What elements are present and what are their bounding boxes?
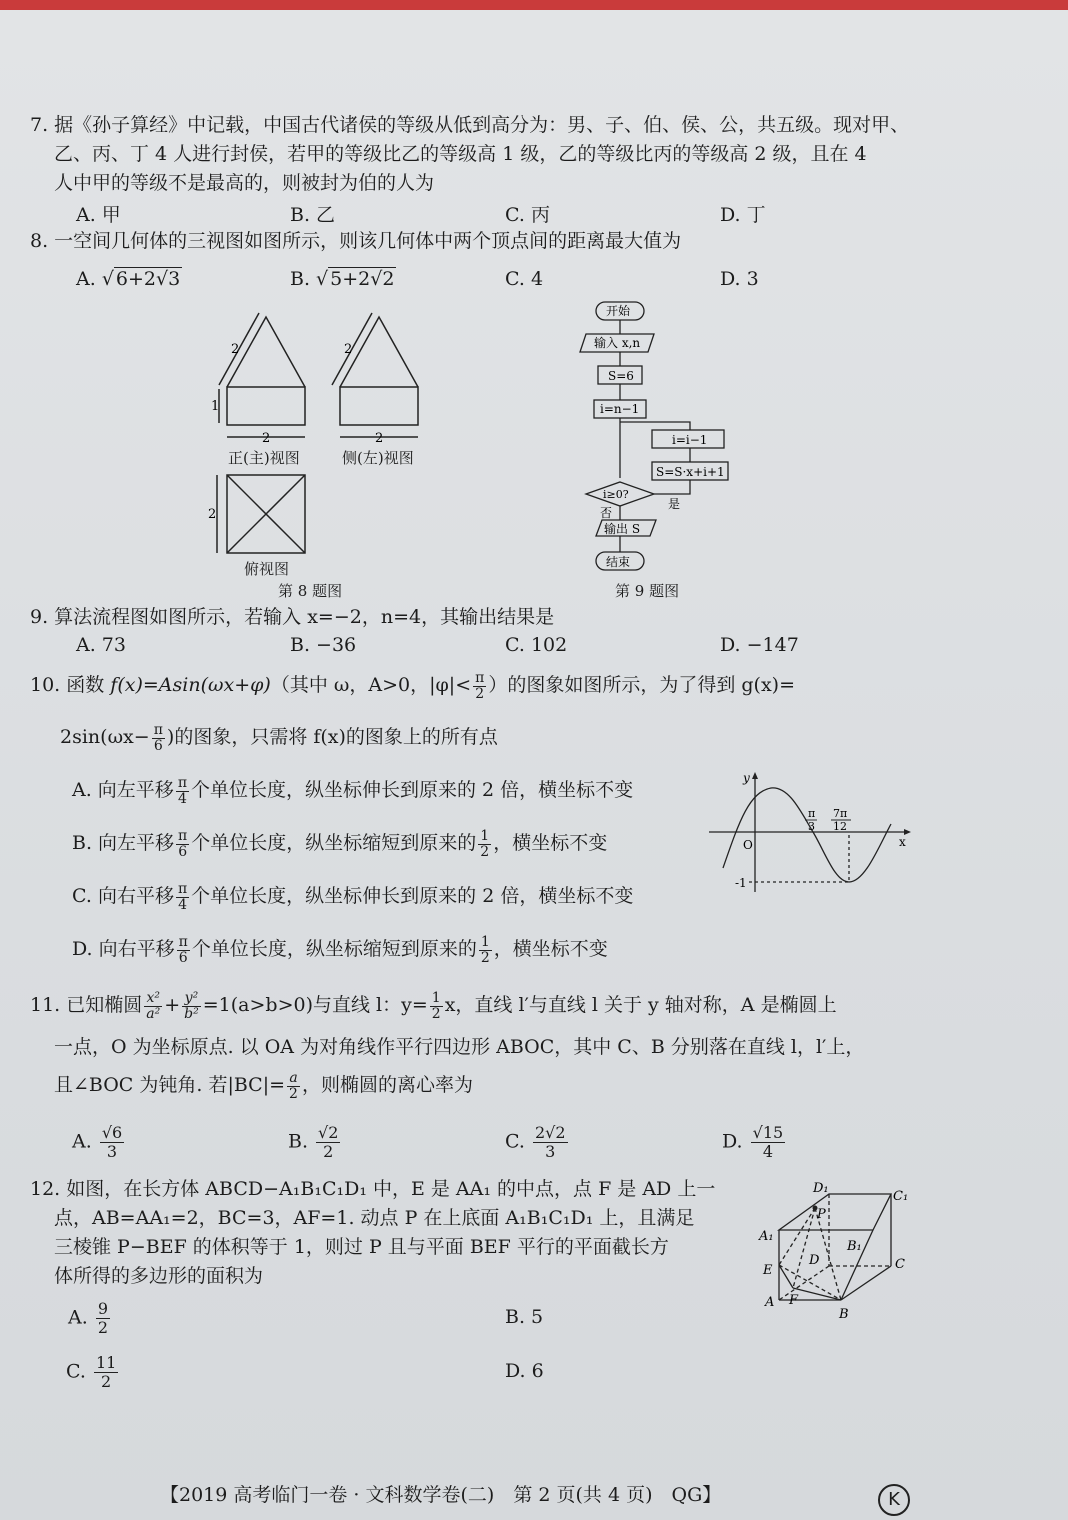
flow-yes-label: 是 [668,497,681,511]
q9-option-b: B. −36 [290,634,357,656]
q8-three-views [205,305,445,555]
q11-option-a: A. $\frac{√6}{3}$ [72,1123,123,1161]
graph-y-label: y [743,771,750,785]
label-b1: B₁ [847,1239,862,1254]
q12-option-d: D. 6 [505,1360,544,1382]
q7-option-a: A. 甲 [76,204,121,226]
label-d1: D₁ [813,1181,829,1196]
k-circle-mark: K [878,1484,910,1516]
page-footer: 【2019 高考临门一卷 · 文科数学卷(二) 第 2 页(共 4 页) QG】 [160,1484,722,1506]
q8-figure-caption: 第 8 题图 [278,582,343,600]
q10-line1: 10. 函数 f(x)=Asin(ωx+φ)（其中 ω，A>0，|φ|< $\frac{\pi}{2}$ ）的图象如图所示，为了得到 g(x)= [30,669,796,702]
flow-input-label: 输入 x,n [594,336,641,350]
flow-output-label: 输出 S [604,522,641,536]
q7-line2: 乙、丙、丁 4 人进行封侯，若甲的等级比乙的等级高 1 级，乙的等级比丙的等级高 2 级，且在 4 [54,143,867,165]
q8-top-caption: 俯视图 [244,560,290,578]
side-width-2: 2 [375,431,384,446]
front-dim-1: 1 [211,399,220,414]
q11-line1: 11. 已知椭圆 $\frac{\text{x²}}{\text{a²}}$ + $\frac{\text{y²}}{\text{b²}}$ =1(a>b>0)与直线 l：y= $\frac{1}{2}$ x，直线 l′与直线 l 关于 y 轴对称，A 是椭圆上 [30,989,837,1022]
q9-option-c: C. 102 [505,634,568,656]
graph-neg1-label: -1 [735,876,747,890]
label-e: E [763,1263,773,1278]
q10-option-a: A. 向左平移 $\frac{\pi}{4}$ 个单位长度，纵坐标伸长到原来的 2 倍，横坐标不变 [72,774,634,807]
q8-option-d: D. 3 [720,268,759,290]
side-dim-2: 2 [344,342,353,357]
q12-line1: 12. 如图，在长方体 ABCD−A₁B₁C₁D₁ 中，E 是 AA₁ 的中点，点 F 是 AD 上一 [30,1178,716,1200]
label-p: P [817,1207,826,1222]
flow-no-label: 否 [600,506,613,520]
q11-option-d: D. $\frac{√15}{4}$ [722,1123,784,1161]
q10-line2: 2sin(ωx− $\frac{\pi}{6}$ )的图象，只需将 f(x)的图象上的所有点 [60,721,498,754]
q11-option-c: C. $\frac{2√2}{3}$ [505,1123,566,1161]
flow-s-init-label: S=6 [608,369,634,383]
q9-text: 9. 算法流程图如图所示，若输入 x=−2，n=4，其输出结果是 [30,606,555,628]
q9-option-a: A. 73 [76,634,126,656]
front-view-rect [227,387,305,425]
q8-option-b: B. √ 5+2√2 [290,268,395,290]
label-a1: A₁ [759,1229,774,1244]
label-c: C [895,1257,905,1272]
front-dim-2: 2 [231,342,240,357]
q10-option-c: C. 向右平移 $\frac{\pi}{4}$ 个单位长度，纵坐标伸长到原来的 2 倍，横坐标不变 [72,880,634,913]
q8-text: 8. 一空间几何体的三视图如图所示，则该几何体中两个顶点间的距离最大值为 [30,230,682,252]
label-d: D [809,1253,820,1268]
side-view-rect [340,387,418,425]
flow-s-update-label: S=S·x+i+1 [656,465,725,479]
q12-line2: 点，AB=AA₁=2，BC=3，AF=1. 动点 P 在上底面 A₁B₁C₁D₁ 上，且满足 [54,1207,695,1229]
front-width-2: 2 [262,431,271,446]
flow-cond-label: i≥0? [603,488,629,501]
flow-i-dec-label: i=i−1 [672,433,708,447]
q11-line2: 一点，O 为坐标原点. 以 OA 为对角线作平行四边形 ABOC，其中 C、B 分别落在直线 l，l′上， [54,1036,865,1058]
q11-line3: 且∠BOC 为钝角. 若|BC|= $\frac{a}{2}$ ，则椭圆的离心率为 [54,1069,473,1102]
q7-option-c: C. 丙 [505,204,550,226]
flow-end-label: 结束 [606,555,631,569]
label-f: F [789,1293,799,1308]
q8-option-c: C. 4 [505,268,544,290]
q7-option-d: D. 丁 [720,204,766,226]
graph-pi3-den: 3 [808,820,815,833]
q12-line4: 体所得的多边形的面积为 [54,1265,264,1287]
red-top-edge [0,0,1068,10]
graph-7pi12-num: 7π [833,807,848,820]
label-c1: C₁ [893,1189,909,1204]
cuboid-top-face [779,1194,891,1230]
q9-figure-caption: 第 9 题图 [615,582,680,600]
flow-i-init-label: i=n−1 [600,402,640,416]
q8-option-a: A. √ 6+2√3 [76,268,181,290]
label-b: B [839,1307,849,1322]
q10-sine-graph [705,770,915,895]
q7-option-b: B. 乙 [290,204,336,226]
q8-side-caption: 侧(左)视图 [342,449,414,467]
q7-line1: 7. 据《孙子算经》中记载，中国古代诸侯的等级从低到高分为：男、子、伯、侯、公，共五级。现对甲、 [30,114,910,136]
q12-option-a: A. $\frac{9}{2}$ [68,1299,108,1337]
q12-cuboid-figure [755,1178,915,1323]
q10-option-d: D. 向右平移 $\frac{\pi}{6}$ 个单位长度，纵坐标缩短到原来的 $\frac{1}{2}$ ，横坐标不变 [72,933,608,966]
q8-front-caption: 正(主)视图 [228,449,300,467]
q7-line3: 人中甲的等级不是最高的，则被封为伯的人为 [54,172,435,194]
top-dim-2: 2 [208,507,217,522]
q11-option-b: B. $\frac{√2}{2}$ [288,1123,339,1161]
q12-line3: 三棱锥 P−BEF 的体积等于 1，则过 P 且与平面 BEF 平行的平面截长方 [54,1236,669,1258]
q9-flowchart [570,296,740,578]
q12-option-b: B. 5 [505,1306,544,1328]
q12-option-c: C. $\frac{11}{2}$ [66,1353,117,1391]
label-a: A [765,1295,775,1310]
graph-origin-label: O [743,838,753,852]
graph-min-dash [749,832,849,882]
graph-pi3-num: π [808,807,816,820]
graph-curve [723,788,891,882]
graph-x-label: x [899,835,906,849]
q10-option-b: B. 向左平移 $\frac{\pi}{6}$ 个单位长度，纵坐标缩短到原来的 $\frac{1}{2}$ ，横坐标不变 [72,827,608,860]
flow-start-label: 开始 [606,304,631,318]
graph-7pi12-den: 12 [833,820,847,833]
q9-option-d: D. −147 [720,634,799,656]
